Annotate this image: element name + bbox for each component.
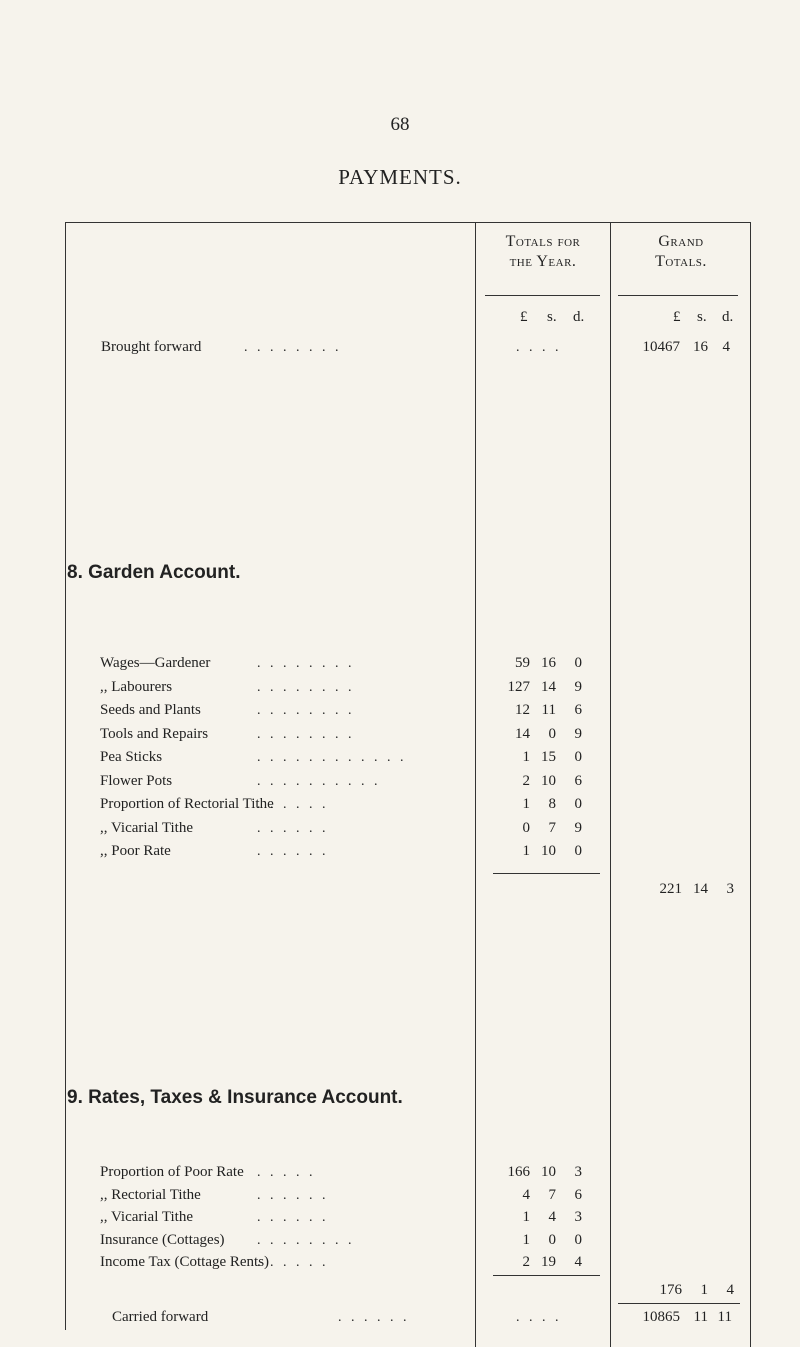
row-pence: 9 <box>574 725 582 742</box>
row-shillings: 7 <box>548 1186 556 1203</box>
carried-forward-label: Carried forward <box>112 1309 209 1325</box>
row-pounds: 2 <box>522 1254 530 1270</box>
row-label: ,, Rectorial Tithe <box>100 1186 201 1203</box>
row-pence: 4 <box>574 1254 582 1270</box>
row-pence: 6 <box>574 1186 582 1203</box>
row-leader: . . . . . . <box>257 1255 329 1270</box>
row-leader: . . . . . . . . <box>257 703 355 718</box>
grand-shillings-unit: s. <box>697 309 707 325</box>
row-leader: . . . . . . <box>257 797 329 812</box>
year-pounds-unit: £ <box>520 309 528 325</box>
row-pounds: 1 <box>522 843 530 859</box>
row-leader: . . . . . . <box>257 844 329 859</box>
row-label: Flower Pots <box>100 772 173 789</box>
row-shillings: 10 <box>541 772 556 789</box>
year-heading-line2: the Year. <box>509 253 577 270</box>
row-label: Income Tax (Cottage Rents) <box>100 1254 270 1270</box>
brought-forward-grand-pence: 4 <box>722 339 730 355</box>
rates-total-pence: 4 <box>726 1282 734 1298</box>
row-pounds: 0 <box>522 819 530 836</box>
brought-forward-grand-shillings: 16 <box>693 339 708 355</box>
row-pence: 6 <box>574 702 582 718</box>
page-number: 68 <box>390 114 410 135</box>
row-pence: 0 <box>574 796 582 812</box>
row-shillings: 10 <box>541 843 556 859</box>
row-pounds: 1 <box>522 1231 530 1248</box>
row-leader: . . . . . . . . <box>257 1232 355 1248</box>
year-header-rule <box>485 295 600 296</box>
year-pence-unit: d. <box>573 309 585 325</box>
rates-total-rule <box>493 1275 600 1276</box>
row-label: Insurance (Cottages) <box>100 1231 225 1248</box>
row-shillings: 7 <box>548 819 556 836</box>
brought-forward-leader: . . . . . . . . <box>244 340 342 355</box>
garden-account-heading: 8. Garden Account. <box>67 562 241 583</box>
row-pounds: 59 <box>515 655 530 671</box>
carried-forward-grand-pence: 11 <box>717 1309 732 1325</box>
row-pounds: 14 <box>515 725 530 742</box>
brought-forward-year-placeholder: . . . . <box>516 340 562 355</box>
row-leader: . . . . . . . . . . <box>257 773 381 789</box>
row-shillings: 0 <box>548 1231 556 1248</box>
year-shillings-unit: s. <box>547 309 557 325</box>
row-pounds: 166 <box>507 1164 530 1180</box>
row-pence: 9 <box>574 819 582 836</box>
table-right-rule <box>750 222 751 1347</box>
row-shillings: 4 <box>548 1209 556 1225</box>
row-label: Proportion of Poor Rate <box>100 1164 244 1180</box>
row-pounds: 127 <box>507 678 530 695</box>
garden-total-rule <box>493 873 600 874</box>
carried-forward-leader: . . . . . . <box>338 1310 410 1325</box>
row-label: Pea Sticks <box>100 749 163 765</box>
rates-total-shillings: 1 <box>700 1282 708 1298</box>
row-pence: 3 <box>574 1164 582 1180</box>
grand-heading-line1: Grand <box>658 233 704 250</box>
grand-column-left-rule <box>610 222 611 1347</box>
year-heading-line1: Totals for <box>505 233 581 250</box>
row-shillings: 15 <box>541 749 556 765</box>
row-label: Proportion of Rectorial Tithe <box>100 796 274 812</box>
row-leader: . . . . . . . . <box>257 656 355 671</box>
grand-pence-unit: d. <box>722 309 734 325</box>
row-label: ,, Vicarial Tithe <box>100 1209 193 1225</box>
row-leader: . . . . . . . . <box>257 679 355 695</box>
year-column-heading <box>477 232 609 272</box>
row-pounds: 1 <box>522 796 530 812</box>
row-shillings: 14 <box>541 678 556 695</box>
row-label: ,, Labourers <box>100 678 173 695</box>
row-shillings: 8 <box>548 796 556 812</box>
carried-forward-grand-pounds: 10865 <box>642 1309 680 1325</box>
year-column-left-rule <box>475 222 476 1347</box>
row-pounds: 4 <box>522 1186 530 1203</box>
row-leader: . . . . . . <box>257 1210 329 1225</box>
row-pounds: 1 <box>522 749 530 765</box>
garden-total-pounds: 221 <box>659 881 682 897</box>
brought-forward-grand-pounds: 10467 <box>642 339 680 355</box>
row-label: Seeds and Plants <box>100 702 201 718</box>
carried-forward-year-placeholder: . . . . <box>516 1310 562 1325</box>
grand-header-rule <box>618 295 738 296</box>
garden-total-shillings: 14 <box>693 881 708 897</box>
row-label: ,, Vicarial Tithe <box>100 819 193 836</box>
garden-total-pence: 3 <box>726 881 734 897</box>
row-pence: 9 <box>574 678 582 695</box>
row-pence: 0 <box>574 749 582 765</box>
row-pounds: 2 <box>522 772 530 789</box>
row-pounds: 12 <box>515 702 530 718</box>
page-title: PAYMENTS. <box>338 165 462 189</box>
row-leader: . . . . . . . . <box>257 726 355 742</box>
row-pence: 3 <box>574 1209 582 1225</box>
grand-pounds-unit: £ <box>673 309 681 325</box>
row-label: Tools and Repairs <box>100 725 209 742</box>
row-pounds: 1 <box>522 1209 530 1225</box>
row-pence: 0 <box>574 843 582 859</box>
row-shillings: 19 <box>541 1254 556 1270</box>
row-shillings: 0 <box>548 725 556 742</box>
row-pence: 0 <box>574 1231 582 1248</box>
row-shillings: 16 <box>541 655 556 671</box>
row-leader: . . . . . . <box>257 1187 329 1203</box>
row-leader: . . . . . . <box>257 820 329 836</box>
row-label: Wages—Gardener <box>100 655 211 671</box>
row-pence: 6 <box>574 772 582 789</box>
brought-forward-label: Brought forward <box>101 339 202 355</box>
rates-total-pounds: 176 <box>659 1282 682 1298</box>
row-shillings: 11 <box>541 702 556 718</box>
row-leader: . . . . . <box>257 1165 316 1180</box>
table-top-rule <box>65 222 750 223</box>
row-label: ,, Poor Rate <box>100 843 171 859</box>
grand-column-heading <box>612 232 750 272</box>
row-leader: . . . . . . . . . . . . <box>257 750 407 765</box>
rates-account-heading: 9. Rates, Taxes & Insurance Account. <box>67 1087 403 1108</box>
row-shillings: 10 <box>541 1164 556 1180</box>
row-pence: 0 <box>574 655 582 671</box>
grand-total-rule <box>618 1303 740 1304</box>
grand-heading-line2: Totals. <box>655 253 707 270</box>
carried-forward-grand-shillings: 11 <box>693 1309 708 1325</box>
table-left-rule <box>65 222 66 1330</box>
